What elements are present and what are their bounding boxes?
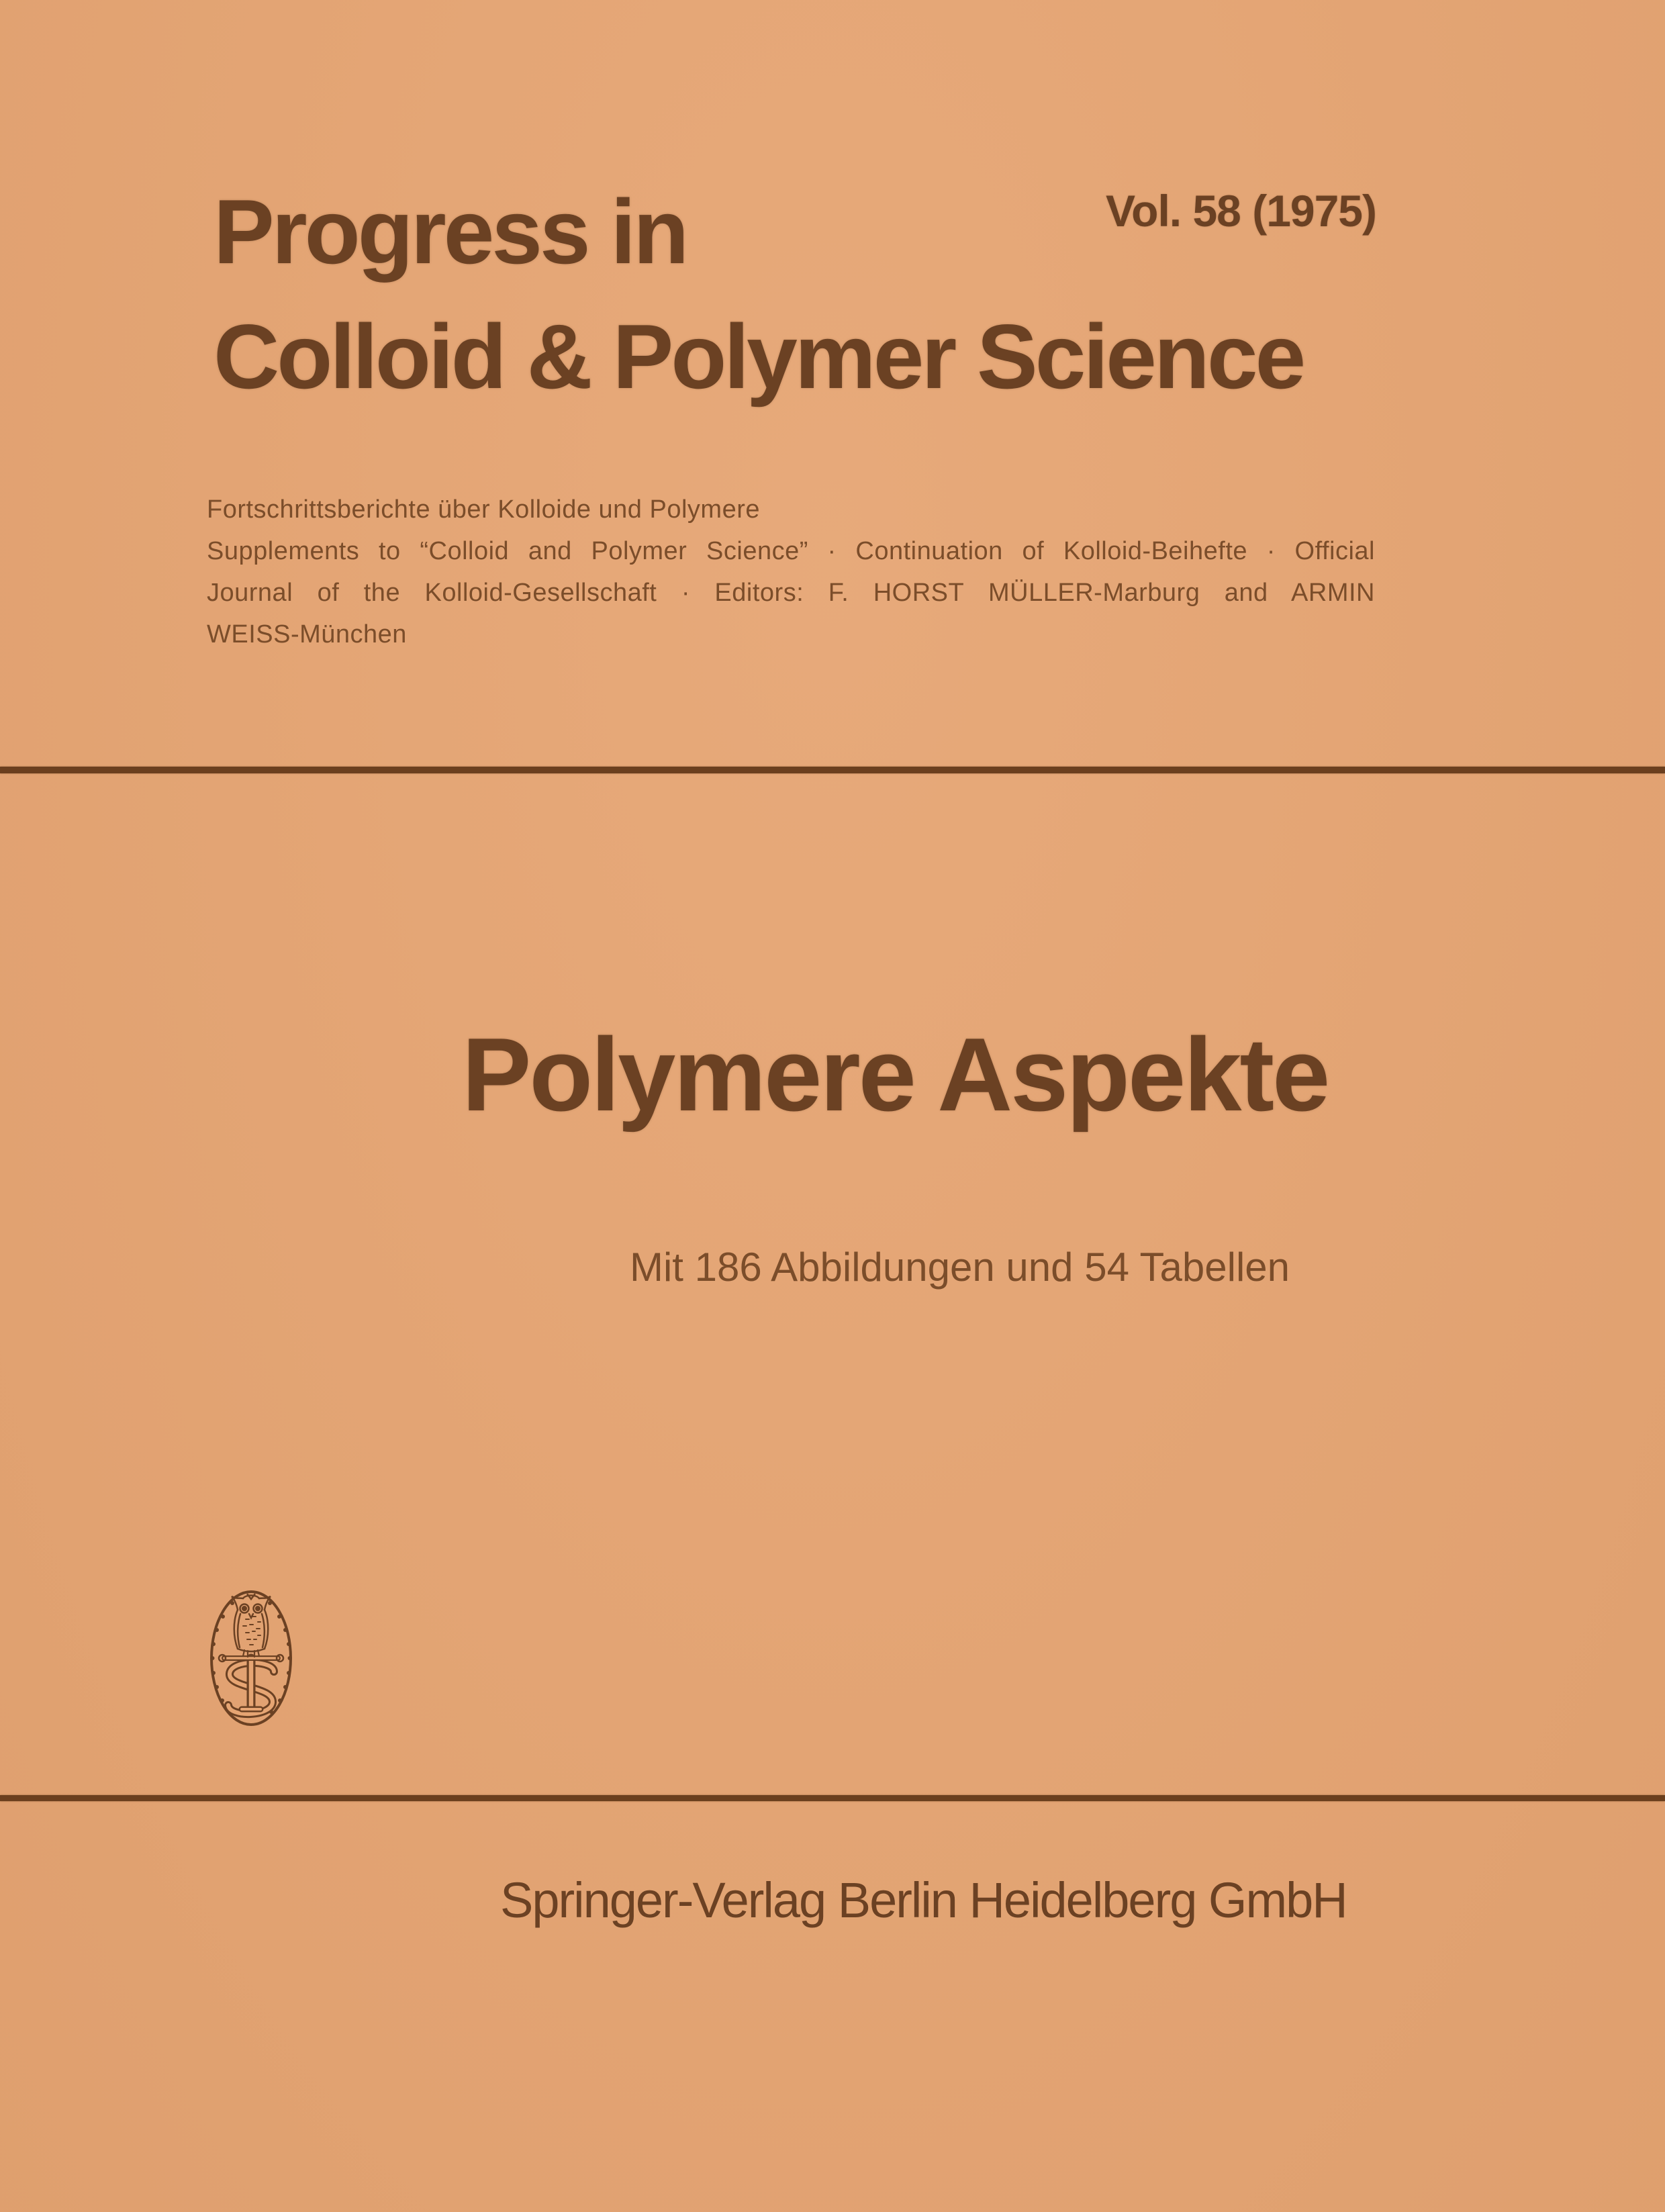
subtitle-line-1: Fortschrittsberichte über Kolloide und Polymere [207,495,760,524]
publisher-name: Springer-Verlag Berlin Heidelberg GmbH [500,1872,1347,1928]
subtitle-line-3: Journal of the Kolloid-Gesellschaft · Editors: F. HORST MÜLLER-Marburg and ARMIN [207,579,1375,607]
subtitle-line-4: WEISS-München [207,620,407,648]
volume-label: Vol. 58 (1975) [1106,186,1376,236]
subtitle-line-2: Supplements to “Colloid and Polymer Science” · Continuation of Kolloid-Beihefte · Official [207,537,1375,565]
series-title-line2: Colloid & Polymer Science [213,305,1304,407]
illustrations-note: Mit 186 Abbildungen und 54 Tabellen [630,1245,1290,1290]
series-subtitle [207,489,1375,655]
divider-bottom [0,1795,1665,1801]
series-title [213,169,1303,419]
owl-icon [232,1596,271,1657]
series-title-line1: Progress in [213,181,687,283]
springer-owl-icon [208,1588,294,1728]
ts-monogram [219,1655,283,1714]
divider-top [0,767,1665,773]
book-title: Polymere Aspekte [462,1016,1329,1133]
